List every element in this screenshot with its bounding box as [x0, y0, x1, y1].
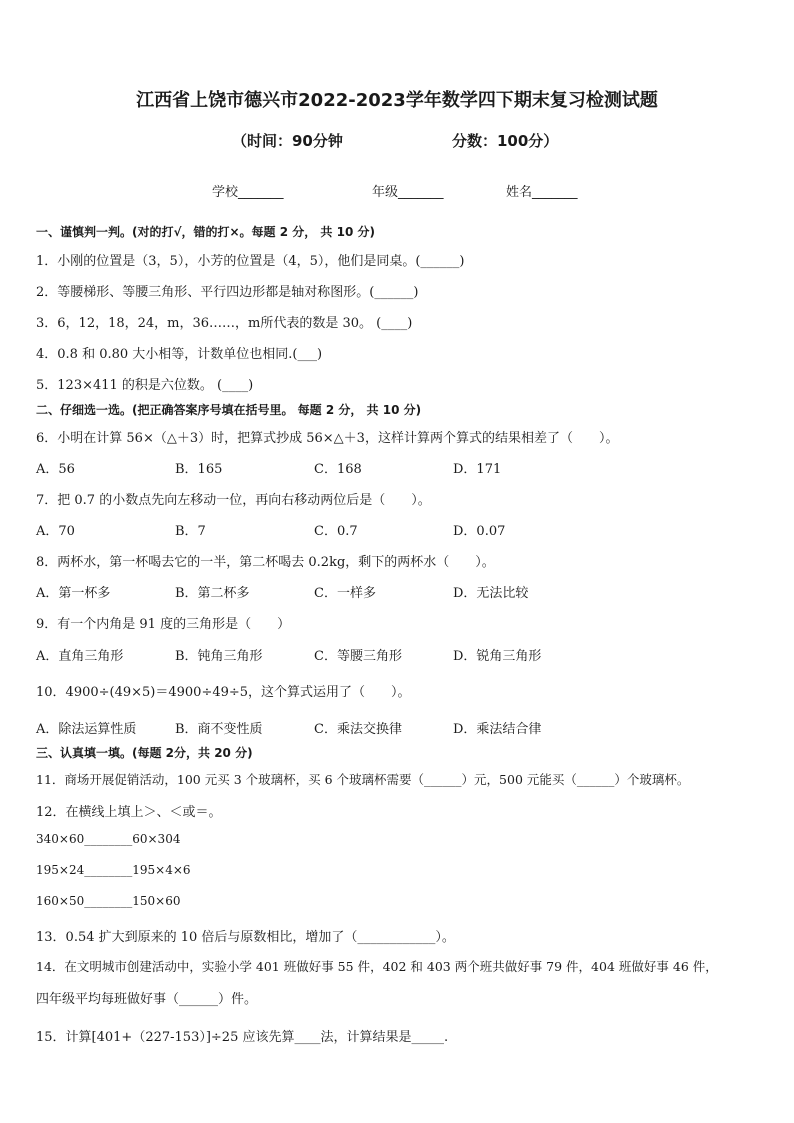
question-13: 13．0.54 扩大到原来的 10 倍后与原数相比，增加了（____________）。 — [36, 930, 455, 945]
question-6-option-b: B．165 — [175, 462, 223, 477]
question-15: 15．计算[401+（227-153）]÷25 应该先算____法，计算结果是_____. — [36, 1030, 449, 1045]
question-8-option-d: D．无法比较 — [453, 586, 529, 601]
question-8-option-a: A．第一杯多 — [36, 586, 111, 601]
section-3-heading: 三、认真填一填。(每题 2分，共 20 分) — [36, 746, 253, 760]
question-12-c: 160×50________150×60 — [36, 894, 181, 908]
question-12-a: 340×60________60×304 — [36, 832, 181, 846]
question-9-option-d: D．锐角三角形 — [453, 649, 542, 664]
question-12: 12．在横线上填上＞、＜或＝。 — [36, 805, 222, 820]
name-field: 姓名_______ — [506, 185, 578, 200]
question-7-option-b: B．7 — [175, 524, 206, 539]
question-14-line-1: 14．在文明城市创建活动中，实验小学 401 班做好事 55 件，402 和 403 两个班共做好事 79 件，404 班做好事 46 件， — [36, 959, 718, 974]
question-6-option-d: D．171 — [453, 462, 502, 477]
section-2-heading: 二、仔细选一选。(把正确答案序号填在括号里。 每题 2 分， 共 10 分) — [36, 403, 422, 417]
question-7-option-a: A．70 — [36, 524, 75, 539]
question-8-option-b: B．第二杯多 — [175, 586, 250, 601]
section-1-heading: 一、谨慎判一判。(对的打√，错的打×。每题 2 分， 共 10 分) — [36, 225, 375, 239]
question-1: 1．小刚的位置是（3，5），小芳的位置是（4，5），他们是同桌。(______) — [36, 254, 465, 269]
exam-time: （时间：90分钟 — [232, 132, 343, 150]
school-field: 学校_______ — [212, 185, 284, 200]
exam-title: 江西省上饶市德兴市2022-2023学年数学四下期末复习检测试题 — [136, 90, 658, 111]
question-7-option-c: C．0.7 — [314, 524, 358, 539]
question-12-b: 195×24________195×4×6 — [36, 863, 191, 877]
question-4: 4．0.8 和 0.80 大小相等，计数单位也相同.(___) — [36, 347, 323, 362]
question-9-option-c: C．等腰三角形 — [314, 649, 402, 664]
question-8-option-c: C．一样多 — [314, 586, 376, 601]
question-7-option-d: D．0.07 — [453, 524, 506, 539]
question-5: 5．123×411 的积是六位数。 (____) — [36, 378, 254, 393]
question-10-option-d: D．乘法结合律 — [453, 722, 542, 737]
question-14-line-2: 四年级平均每班做好事（______）件。 — [36, 992, 258, 1007]
question-9: 9．有一个内角是 91 度的三角形是（ ） — [36, 617, 291, 632]
question-6: 6．小明在计算 56×（△＋3）时，把算式抄成 56×△＋3，这样计算两个算式的结果相差了（ ）。 — [36, 431, 619, 446]
question-10-option-c: C．乘法交换律 — [314, 722, 402, 737]
question-9-option-b: B．钝角三角形 — [175, 649, 263, 664]
question-10-option-a: A．除法运算性质 — [36, 722, 137, 737]
question-10: 10．4900÷(49×5)＝4900÷49÷5，这个算式运用了（ ）。 — [36, 685, 411, 700]
grade-field: 年级_______ — [372, 185, 444, 200]
question-8: 8．两杯水，第一杯喝去它的一半，第二杯喝去 0.2kg，剩下的两杯水（ ）。 — [36, 555, 495, 570]
question-6-option-a: A．56 — [36, 462, 75, 477]
question-10-option-b: B．商不变性质 — [175, 722, 263, 737]
question-3: 3．6，12，18，24，m，36……，m所代表的数是 30。 (____) — [36, 316, 413, 331]
question-11: 11．商场开展促销活动，100 元买 3 个玻璃杯，买 6 个玻璃杯需要（______）元，500 元能买（______）个玻璃杯。 — [36, 772, 690, 787]
question-6-option-c: C．168 — [314, 462, 362, 477]
question-7: 7．把 0.7 的小数点先向左移动一位，再向右移动两位后是（ ）。 — [36, 493, 431, 508]
question-2: 2．等腰梯形、等腰三角形、平行四边形都是轴对称图形。(______) — [36, 285, 419, 300]
exam-score: 分数：100分） — [452, 132, 559, 150]
question-9-option-a: A．直角三角形 — [36, 649, 124, 664]
